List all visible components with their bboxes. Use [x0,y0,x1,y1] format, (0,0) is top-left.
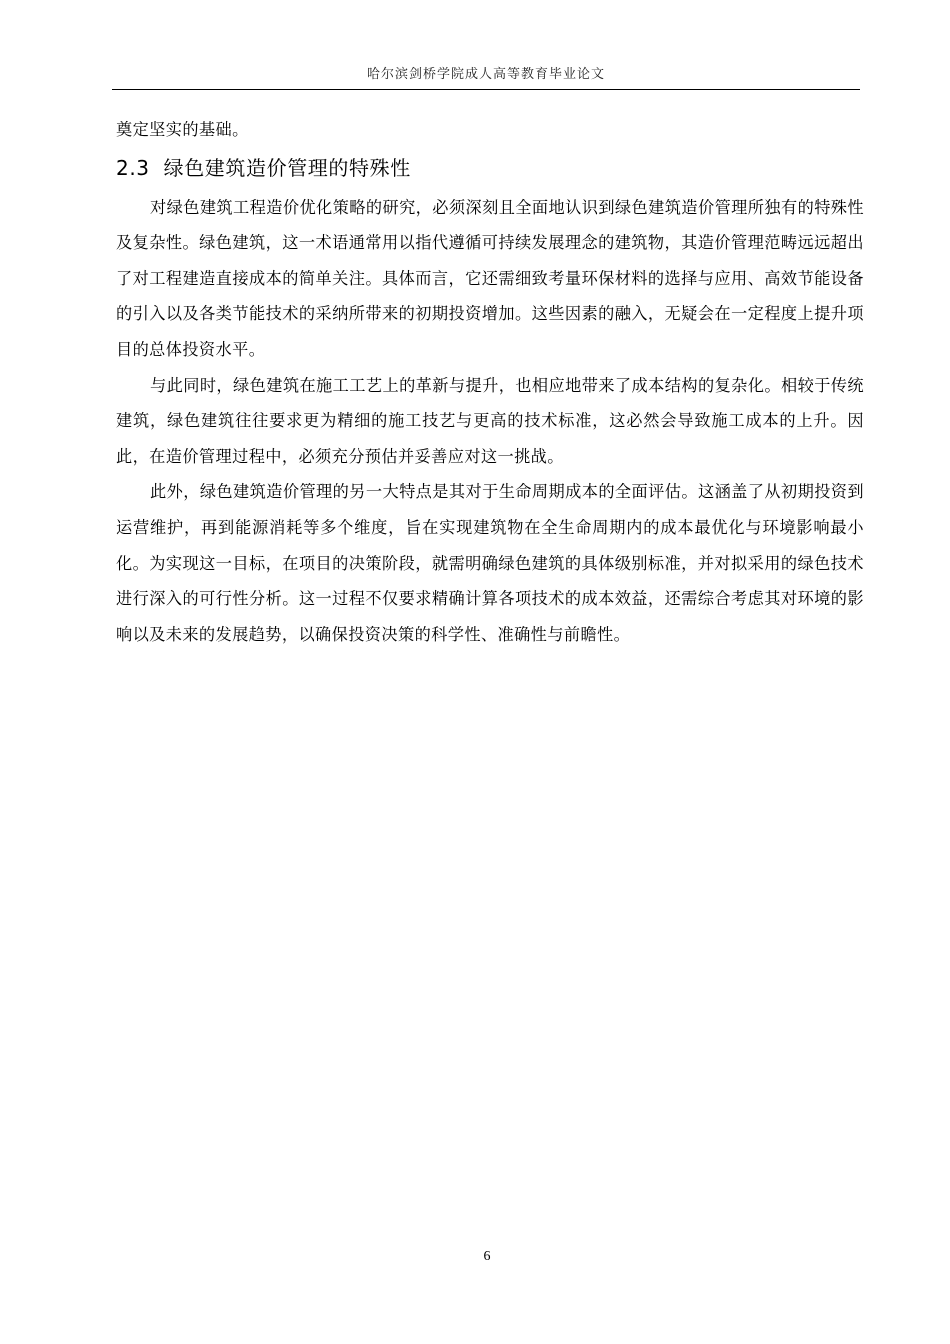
paragraph: 此外，绿色建筑造价管理的另一大特点是其对于生命周期成本的全面评估。这涵盖了从初期投资到运营维护，再到能源消耗等多个维度，旨在实现建筑物在全生命周期内的成本最优化与环境影响最小化。为实现这一目标，在项目的决策阶段，就需明确绿色建筑的具体级别标准，并对拟采用的绿色技术进行深入的可行性分析。这一过程不仅要求精确计算各项技术的成本效益，还需综合考虑其对环境的影响以及未来的发展趋势，以确保投资决策的科学性、准确性与前瞻性。 [116,482,864,644]
section-title: 绿色建筑造价管理的特殊性 [163,155,411,180]
section-number: 2.3 [116,155,150,180]
section-heading [116,152,864,184]
paragraph: 对绿色建筑工程造价优化策略的研究，必须深刻且全面地认识到绿色建筑造价管理所独有的特殊性及复杂性。绿色建筑，这一术语通常用以指代遵循可持续发展理念的建筑物，其造价管理范畴远远超出了对工程建造直接成本的简单关注。具体而言，它还需细致考量环保材料的选择与应用、高效节能设备的引入以及各类节能技术的采纳所带来的初期投资增加。这些因素的融入，无疑会在一定程度上提升项目的总体投资水平。 [116,197,864,359]
page-number: 6 [483,1249,491,1264]
running-header: 哈尔滨剑桥学院成人高等教育毕业论文 [366,67,605,82]
paragraph: 与此同时，绿色建筑在施工工艺上的革新与提升，也相应地带来了成本结构的复杂化。相较于传统建筑，绿色建筑往往要求更为精细的施工技艺与更高的技术标准，这必然会导致施工成本的上升。因此，在造价管理过程中，必须充分预估并妥善应对这一挑战。 [116,375,864,466]
body-text [116,112,864,652]
continuation-text: 奠定坚实的基础。 [116,120,249,139]
header-rule [112,89,860,90]
